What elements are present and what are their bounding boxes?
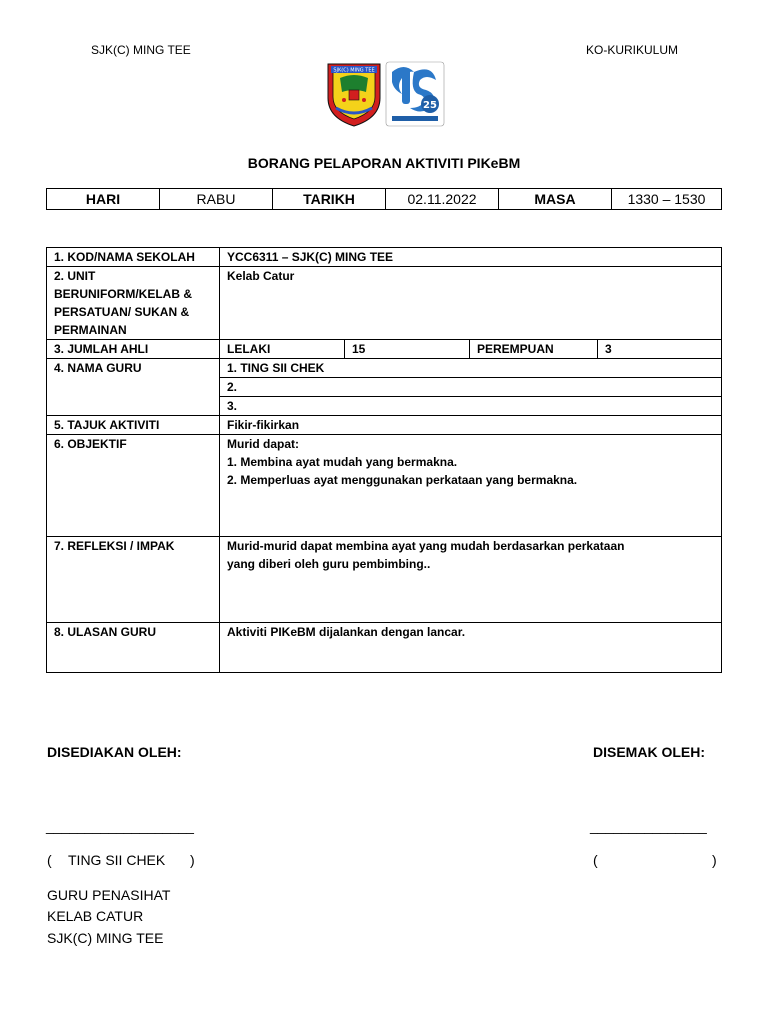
unit-label [47, 267, 220, 340]
lelaki-label: LELAKI [220, 340, 345, 359]
unit-value: Kelab Catur [220, 267, 722, 340]
role-line-3: SJK(C) MING TEE [47, 930, 164, 946]
row-kod [47, 248, 722, 267]
objektif-intro: Murid dapat: [227, 437, 299, 451]
checker-open-paren: ( [593, 852, 598, 868]
tajuk-value: Fikir-fikirkan [220, 416, 722, 435]
tarikh-label: TARIKH [273, 189, 386, 210]
ulasan-value: Aktiviti PIKeBM dijalankan dengan lancar. [220, 623, 722, 673]
objektif-label: 6. OBJEKTIF [47, 435, 220, 537]
guru-2-value: 2. [220, 378, 722, 397]
prepared-by-label: DISEDIAKAN OLEH: [47, 744, 182, 760]
hari-value: RABU [160, 189, 273, 210]
name-open-paren: ( [47, 852, 52, 868]
objektif-value [220, 435, 722, 537]
preparer-name: TING SII CHEK [68, 852, 166, 868]
row-tajuk [47, 416, 722, 435]
row-refleksi [47, 537, 722, 623]
role-line-1: GURU PENASIHAT [47, 887, 171, 903]
row-jumlah [47, 340, 722, 359]
crest-banner-text: SJK(C) MING TEE [333, 67, 375, 74]
objektif-item-1: 1. Membina ayat mudah yang bermakna. [227, 455, 458, 469]
perempuan-label: PEREMPUAN [470, 340, 598, 359]
checked-by-label: DISEMAK OLEH: [593, 744, 705, 760]
hari-label: HARI [47, 189, 160, 210]
kod-label: 1. KOD/NAMA SEKOLAH [47, 248, 220, 267]
row-guru-1 [47, 359, 722, 378]
unit-label-line-2: BERUNIFORM/KELAB & [54, 287, 192, 301]
refleksi-line-2: yang diberi oleh guru pembimbing.. [227, 557, 431, 571]
ulasan-label: 8. ULASAN GURU [47, 623, 220, 673]
unit-label-line-4: PERMAINAN [54, 323, 127, 337]
form-title: BORANG PELAPORAN AKTIVITI PIKeBM [247, 155, 521, 171]
refleksi-label: 7. REFLEKSI / IMPAK [47, 537, 220, 623]
objektif-item-2: 2. Memperluas ayat menggunakan perkataan yang bermakna. [227, 473, 578, 487]
report-form-table [46, 247, 722, 673]
kssr-25-logo [386, 62, 444, 126]
role-line-2: KELAB CATUR [47, 908, 144, 924]
tarikh-value: 02.11.2022 [386, 189, 499, 210]
logo-25-number: 25 [423, 100, 437, 111]
masa-label: MASA [499, 189, 612, 210]
header-department: KO-KURIKULUM [586, 43, 679, 57]
refleksi-line-1: Murid-murid dapat membina ayat yang mudah berdasarkan perkataan [227, 539, 625, 553]
guru-1-value: 1. TING SII CHEK [220, 359, 722, 378]
school-crest-logo [328, 64, 380, 126]
school-logos [322, 60, 446, 130]
date-time-table [46, 188, 722, 210]
kod-value: YCC6311 – SJK(C) MING TEE [220, 248, 722, 267]
jumlah-label: 3. JUMLAH AHLI [47, 340, 220, 359]
guru-label: 4. NAMA GURU [47, 359, 220, 416]
masa-value: 1330 – 1530 [612, 189, 722, 210]
name-close-paren: ) [190, 852, 195, 868]
row-unit [47, 267, 722, 340]
row-ulasan [47, 623, 722, 673]
lelaki-value: 15 [345, 340, 470, 359]
tajuk-label: 5. TAJUK AKTIVITI [47, 416, 220, 435]
row-objektif [47, 435, 722, 537]
perempuan-value: 3 [598, 340, 722, 359]
refleksi-value [220, 537, 722, 623]
signature-line-left: ___________________ [46, 818, 194, 834]
header-school: SJK(C) MING TEE [91, 43, 191, 57]
unit-label-line-3: PERSATUAN/ SUKAN & [54, 305, 190, 319]
signature-line-right: _______________ [590, 818, 707, 834]
checker-close-paren: ) [712, 852, 717, 868]
guru-3-value: 3. [220, 397, 722, 416]
unit-label-line-1: 2. UNIT [54, 269, 96, 283]
